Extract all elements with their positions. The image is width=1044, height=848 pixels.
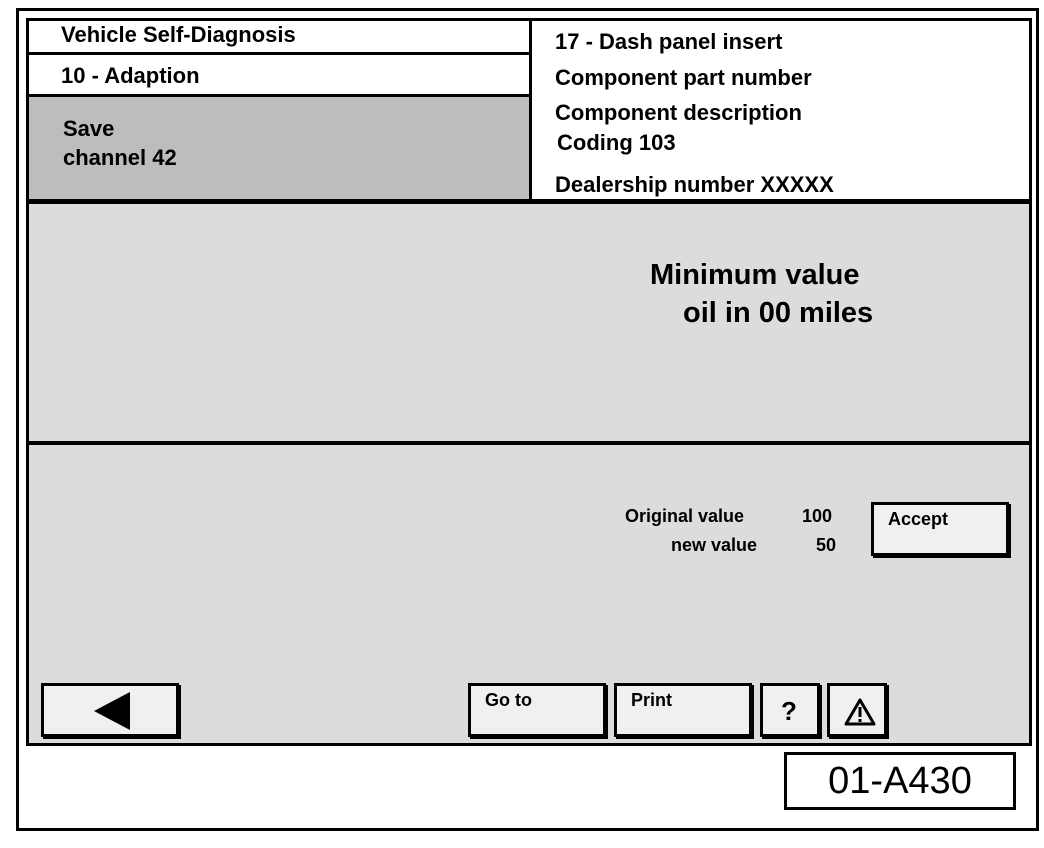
- divider-middle: [29, 441, 1029, 445]
- part-number-label: Component part number: [555, 65, 812, 90]
- figure-code: 01-A430: [828, 760, 972, 802]
- function-title: 10 - Adaption: [61, 63, 200, 88]
- coding-label: Coding 103: [557, 130, 676, 155]
- warning-button[interactable]: [827, 683, 887, 737]
- function-field: [29, 55, 532, 97]
- print-button[interactable]: [614, 683, 752, 737]
- triangle-left-icon: [94, 692, 134, 730]
- action-line-2: channel 42: [63, 145, 177, 170]
- accept-button[interactable]: [871, 502, 1009, 556]
- description-label: Component description: [555, 100, 802, 125]
- help-button[interactable]: [760, 683, 820, 737]
- message-line-1: Minimum value: [650, 259, 860, 291]
- divider-top: [29, 199, 1029, 204]
- warning-triangle-icon: [844, 698, 876, 726]
- app-title-field: [29, 21, 532, 55]
- app-title: Vehicle Self-Diagnosis: [61, 22, 296, 47]
- original-value-label: Original value: [625, 506, 745, 526]
- new-value-label: new value: [671, 535, 758, 555]
- action-line-1: Save: [63, 116, 115, 141]
- help-icon: ?: [781, 696, 797, 726]
- new-value: 50: [816, 535, 837, 555]
- accept-button-label: Accept: [888, 509, 949, 529]
- control-unit-info: [532, 21, 1029, 201]
- back-button[interactable]: [41, 683, 179, 737]
- goto-button-label: Go to: [485, 690, 532, 710]
- original-value: 100: [802, 506, 833, 526]
- action-field: [29, 97, 532, 201]
- dealership-label: Dealership number XXXXX: [555, 172, 834, 197]
- print-button-label: Print: [631, 690, 673, 710]
- control-unit-address: 17 - Dash panel insert: [555, 29, 783, 54]
- goto-button[interactable]: [468, 683, 606, 737]
- figure-code-box: [784, 752, 1016, 810]
- message-line-2: oil in 00 miles: [683, 297, 874, 329]
